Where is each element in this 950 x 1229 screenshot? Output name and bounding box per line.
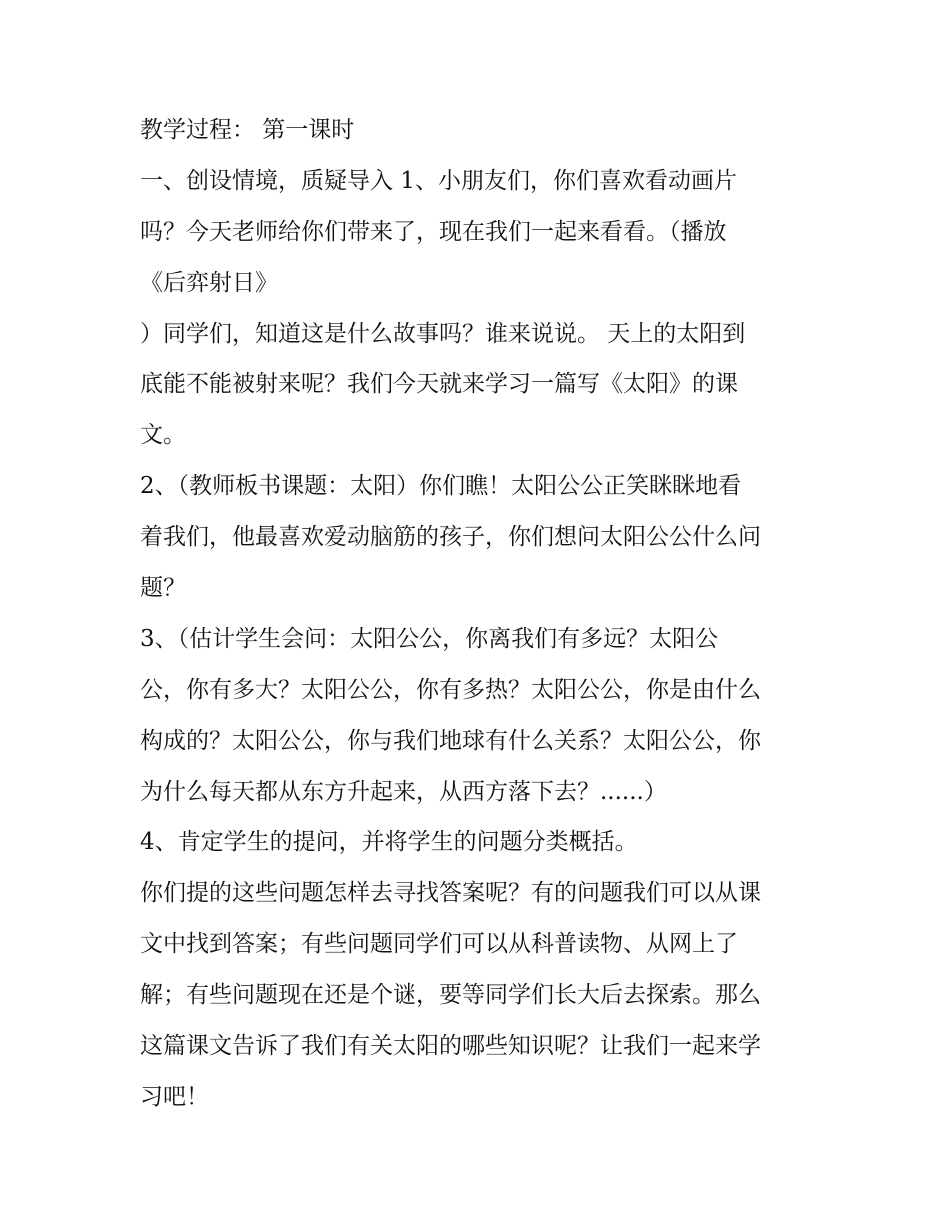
text-line: 习吧！ <box>140 1083 209 1110</box>
text-line: 一、创设情境，质疑导入 1、小朋友们，你们喜欢看动画片 <box>140 167 737 194</box>
lesson-text <box>140 105 820 1123</box>
text-line: 《后弈射日》 <box>140 269 278 296</box>
text-line: 4、肯定学生的提问，并将学生的问题分类概括。 <box>140 829 638 856</box>
text-line: 底能不能被射来呢？我们今天就来学习一篇写《太阳》的课 <box>140 371 738 398</box>
text-line: 文中找到答案；有些问题同学们可以从科普读物、从网上了 <box>140 931 738 958</box>
text-line: 着我们，他最喜欢爱动脑筋的孩子，你们想问太阳公公什么问 <box>140 524 761 551</box>
text-line: 构成的？太阳公公，你与我们地球有什么关系？太阳公公，你 <box>140 727 761 754</box>
text-line: 你们提的这些问题怎样去寻找答案呢？有的问题我们可以从课 <box>140 880 761 907</box>
text-line: 3、（估计学生会问：太阳公公，你离我们有多远？太阳公 <box>140 625 719 652</box>
text-line: 这篇课文告诉了我们有关太阳的哪些知识呢？让我们一起来学 <box>140 1033 761 1060</box>
text-line: 解；有些问题现在还是个谜，要等同学们长大后去探索。那么 <box>140 982 761 1009</box>
text-line: 题？ <box>140 575 186 602</box>
text-line: 2、（教师板书课题：太阳）你们瞧！太阳公公正笑眯眯地看 <box>140 473 742 500</box>
text-line: 公，你有多大？太阳公公，你有多热？太阳公公，你是由什么 <box>140 676 761 703</box>
text-line: ）同学们，知道这是什么故事吗？谁来说说。 天上的太阳到 <box>140 320 746 347</box>
text-line: 吗？今天老师给你们带来了，现在我们一起来看看。（播放 <box>140 218 727 245</box>
text-line-heading: 教学过程： 第一课时 <box>140 117 355 143</box>
text-line: 为什么每天都从东方升起来，从西方落下去？......） <box>140 778 667 805</box>
text-line: 文。 <box>140 422 186 449</box>
